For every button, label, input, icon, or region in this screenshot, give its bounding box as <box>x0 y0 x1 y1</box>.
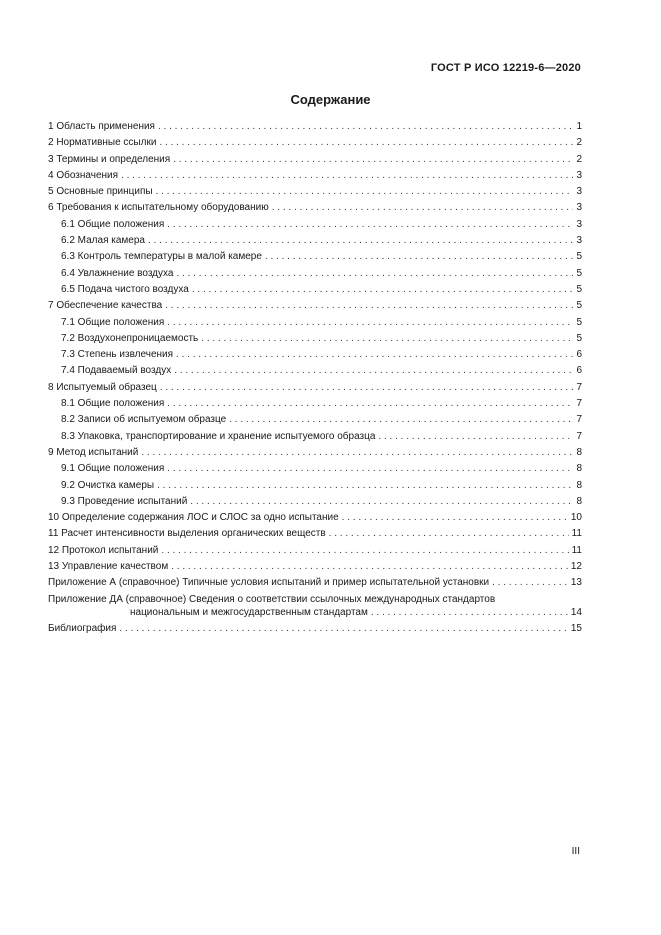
toc-leader-dots <box>192 282 574 298</box>
toc-entry-page: 2 <box>576 153 582 165</box>
toc-leader-dots <box>229 412 573 428</box>
toc-entry[interactable] <box>48 526 582 542</box>
toc-entry-label: 8.2 Записи об испытуемом образце <box>61 414 227 426</box>
toc-entry-label: 7.2 Воздухонепроницаемость <box>61 332 199 344</box>
toc-entry-page: 3 <box>576 235 582 247</box>
table-of-contents <box>48 119 582 637</box>
toc-entry-label: 9.3 Проведение испытаний <box>61 495 188 507</box>
page-number: III <box>571 846 580 857</box>
toc-leader-dots <box>265 249 574 265</box>
toc-entry[interactable] <box>48 412 582 428</box>
toc-entry[interactable] <box>48 315 582 331</box>
toc-entry-label: 6.4 Увлажнение воздуха <box>61 267 174 279</box>
toc-entry[interactable] <box>48 135 582 151</box>
toc-entry-page: 11 <box>571 544 582 556</box>
toc-entry[interactable] <box>48 429 582 445</box>
toc-entry-page: 1 <box>576 121 582 132</box>
toc-entry-label: 6 Требования к испытательному оборудованию <box>48 202 269 214</box>
toc-entry[interactable] <box>48 543 582 559</box>
toc-entry-label: 7 Обеспечение качества <box>48 300 163 312</box>
toc-leader-dots <box>173 152 573 168</box>
toc-leader-dots <box>141 445 573 461</box>
toc-entry-page: 5 <box>576 251 582 263</box>
toc-leader-dots <box>157 478 573 494</box>
toc-title: Содержание <box>290 92 371 107</box>
toc-entry[interactable] <box>48 266 582 282</box>
toc-entry-label: 7.3 Степень извлечения <box>61 349 174 361</box>
toc-entry-page: 3 <box>576 169 582 181</box>
toc-entry-page: 7 <box>576 414 582 426</box>
toc-entry-page: 6 <box>576 365 582 377</box>
toc-entry-label: 10 Определение содержания ЛОС и СЛОС за одно испытание <box>48 512 339 524</box>
toc-entry-label: 9 Метод испытаний <box>48 446 139 458</box>
document-standard-header: ГОСТ Р ИСО 12219-6—2020 <box>430 62 581 74</box>
toc-leader-dots <box>378 429 573 445</box>
toc-entry-page: 5 <box>576 267 582 279</box>
toc-entry-label: 8.3 Упаковка, транспортирование и хранение испытуемого образца <box>61 430 376 442</box>
toc-entry-label: 4 Обозначения <box>48 169 119 181</box>
toc-entry-page: 5 <box>576 316 582 328</box>
toc-entry-page: 3 <box>576 218 582 230</box>
toc-entry-page: 5 <box>576 300 582 312</box>
toc-entry-page: 5 <box>576 332 582 344</box>
toc-leader-dots <box>201 331 573 347</box>
toc-entry-label-continuation: национальным и межгосударственным стандартам <box>130 606 368 618</box>
toc-entry[interactable] <box>48 217 582 233</box>
toc-entry-label: 8.1 Общие положения <box>61 398 165 410</box>
toc-leader-dots <box>165 298 573 314</box>
toc-leader-dots <box>176 266 573 282</box>
toc-entry[interactable] <box>48 445 582 461</box>
toc-entry-page: 11 <box>571 528 582 540</box>
toc-entry[interactable] <box>48 347 582 363</box>
toc-entry-page: 15 <box>570 622 582 634</box>
toc-entry[interactable] <box>48 331 582 347</box>
toc-entry[interactable] <box>48 363 582 379</box>
toc-entry-label: 13 Управление качеством <box>48 561 169 573</box>
toc-leader-dots <box>371 606 568 619</box>
toc-entry-page: 2 <box>576 137 582 149</box>
toc-entry[interactable] <box>48 168 582 184</box>
toc-entry-label: 6.3 Контроль температуры в малой камере <box>61 251 262 263</box>
toc-entry-page: 8 <box>576 446 582 458</box>
toc-entry[interactable] <box>48 592 582 621</box>
toc-entry-page: 8 <box>576 495 582 507</box>
toc-leader-dots <box>329 526 569 542</box>
toc-entry[interactable] <box>48 494 582 510</box>
toc-entry-page: 7 <box>576 398 582 410</box>
toc-entry-label: 2 Нормативные ссылки <box>48 137 157 149</box>
toc-leader-dots <box>148 233 573 249</box>
toc-entry-label: 9.2 Очистка камеры <box>61 479 155 491</box>
toc-leader-dots <box>121 168 573 184</box>
toc-leader-dots <box>492 575 568 591</box>
toc-entry-page: 13 <box>570 577 582 589</box>
toc-entry-page: 14 <box>570 606 582 618</box>
toc-leader-dots <box>159 135 573 151</box>
toc-entry[interactable] <box>48 380 582 396</box>
toc-leader-dots <box>119 621 567 637</box>
toc-entry[interactable] <box>48 478 582 494</box>
toc-entry[interactable] <box>48 461 582 477</box>
toc-entry-label: Приложение ДА (справочное) Сведения о соответствии ссылочных международных стандартов <box>48 593 496 605</box>
toc-entry-label: 11 Расчет интенсивности выделения органических веществ <box>48 528 326 540</box>
toc-entry-label: 8 Испытуемый образец <box>48 381 157 393</box>
toc-leader-dots <box>167 461 573 477</box>
toc-entry[interactable] <box>48 298 582 314</box>
toc-entry-label: 6.5 Подача чистого воздуха <box>61 283 189 295</box>
toc-entry-page: 10 <box>570 512 582 524</box>
toc-entry-label: 6.1 Общие положения <box>61 218 165 230</box>
toc-leader-dots <box>167 217 573 233</box>
toc-entry-label: 5 Основные принципы <box>48 186 153 198</box>
toc-entry-label: 7.4 Подаваемый воздух <box>61 365 172 377</box>
toc-entry[interactable] <box>48 119 582 135</box>
toc-entry-label: Библиография <box>48 622 117 634</box>
toc-entry[interactable] <box>48 575 582 591</box>
toc-entry-page: 7 <box>576 381 582 393</box>
toc-entry-label: 3 Термины и определения <box>48 153 171 165</box>
toc-entry-page: 6 <box>576 349 582 361</box>
toc-entry-label: Приложение А (справочное) Типичные условия испытаний и пример испытательной установки <box>48 577 490 589</box>
toc-entry-label: 1 Область применения <box>48 121 155 132</box>
toc-leader-dots <box>342 510 568 526</box>
toc-entry-page: 8 <box>576 479 582 491</box>
toc-leader-dots <box>176 347 573 363</box>
toc-entry-label: 6.2 Малая камера <box>61 235 145 247</box>
toc-entry-page: 5 <box>576 283 582 295</box>
toc-entry-label: 9.1 Общие положения <box>61 463 165 475</box>
toc-leader-dots <box>158 119 573 135</box>
toc-entry-page: 3 <box>576 186 582 198</box>
toc-entry[interactable] <box>48 621 582 637</box>
toc-leader-dots <box>167 315 573 331</box>
toc-leader-dots <box>190 494 573 510</box>
toc-entry[interactable] <box>48 396 582 412</box>
toc-entry-label: 7.1 Общие положения <box>61 316 165 328</box>
toc-entry[interactable] <box>48 559 582 575</box>
toc-entry[interactable] <box>48 510 582 526</box>
toc-entry[interactable] <box>48 152 582 168</box>
toc-entry[interactable] <box>48 200 582 216</box>
toc-leader-dots <box>171 559 568 575</box>
toc-leader-dots <box>272 200 574 216</box>
toc-entry-page: 12 <box>570 561 582 573</box>
toc-leader-dots <box>174 363 573 379</box>
toc-entry[interactable] <box>48 249 582 265</box>
toc-entry-page: 3 <box>576 202 582 214</box>
toc-entry-page: 7 <box>576 430 582 442</box>
toc-leader-dots <box>160 380 574 396</box>
toc-leader-dots <box>156 184 574 200</box>
toc-entry-page: 8 <box>576 463 582 475</box>
toc-leader-dots <box>161 543 568 559</box>
toc-entry[interactable] <box>48 233 582 249</box>
toc-entry-label: 12 Протокол испытаний <box>48 544 159 556</box>
toc-entry[interactable] <box>48 282 582 298</box>
toc-leader-dots <box>167 396 573 412</box>
toc-entry[interactable] <box>48 184 582 200</box>
